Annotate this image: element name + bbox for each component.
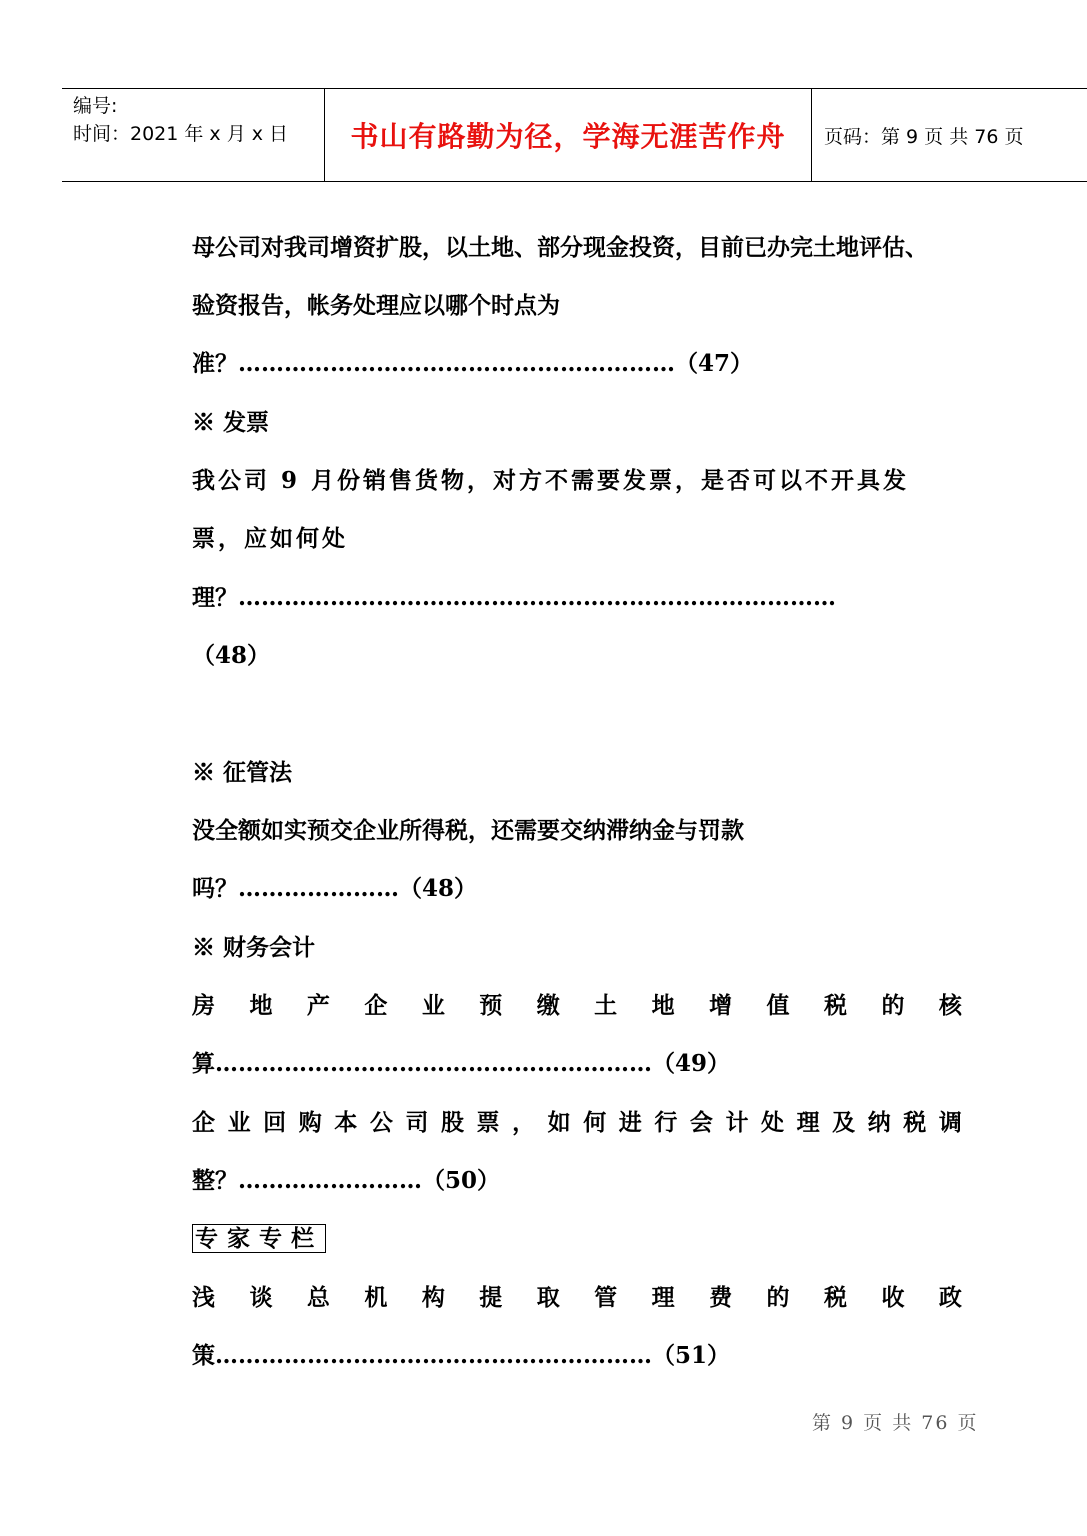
char: ，	[512, 1109, 536, 1136]
header-page-code: 页码：第 9 页 共 76 页	[824, 125, 1024, 148]
char: 计	[725, 1109, 749, 1136]
char: 土	[594, 992, 618, 1019]
char: 会	[689, 1109, 713, 1136]
toc-entry: 策…………………………………………………（51）	[192, 1342, 731, 1369]
char: 增	[709, 992, 733, 1019]
header-meta-cell	[62, 89, 325, 181]
char: 业	[421, 992, 445, 1019]
char: 预	[479, 992, 503, 1019]
char: 产	[306, 992, 330, 1019]
toc-entry: 准？…………………………………………………（47）	[192, 350, 754, 377]
char: 费	[709, 1284, 733, 1311]
char: 行	[654, 1109, 678, 1136]
char: 理	[796, 1109, 820, 1136]
char: 调	[938, 1109, 962, 1136]
char: 税	[903, 1109, 927, 1136]
char: 机	[364, 1284, 388, 1311]
char: 企	[192, 1109, 215, 1136]
char: 票	[476, 1109, 500, 1136]
toc-page-ref: （48）	[192, 642, 271, 669]
char: 房	[192, 992, 215, 1019]
char: 收	[881, 1284, 905, 1311]
page-header	[62, 88, 1087, 182]
char: 值	[766, 992, 790, 1019]
char: 地	[249, 992, 273, 1019]
char: 税	[823, 1284, 847, 1311]
toc-line: 母公司对我司增资扩股，以土地、部分现金投资，目前已办完土地评估、	[192, 234, 928, 261]
char: 本	[334, 1109, 358, 1136]
toc-line-justified	[192, 991, 962, 1021]
char: 处	[761, 1109, 784, 1136]
char: 的	[881, 992, 905, 1019]
char: 提	[479, 1284, 503, 1311]
toc-entry: 整？……………………（50）	[192, 1167, 501, 1194]
char: 纳	[867, 1109, 891, 1136]
char: 税	[823, 992, 847, 1019]
section-heading-invoice: ※ 发票	[192, 409, 270, 436]
char: 谈	[249, 1284, 273, 1311]
toc-entry: 算…………………………………………………（49）	[192, 1050, 731, 1077]
char: 核	[938, 992, 962, 1019]
toc-line: 验资报告，帐务处理应以哪个时点为	[192, 292, 560, 319]
page-footer: 第 9 页 共 76 页	[812, 1412, 979, 1434]
char: 企	[364, 992, 388, 1019]
char: 何	[583, 1109, 607, 1136]
char: 公	[369, 1109, 393, 1136]
char: 地	[651, 992, 675, 1019]
char: 及	[832, 1109, 856, 1136]
char: 构	[421, 1284, 445, 1311]
section-heading-collection-law: ※ 征管法	[192, 759, 293, 786]
header-motto: 书山有路勤为径，学海无涯苦作舟	[350, 120, 786, 153]
char: 回	[263, 1109, 287, 1136]
char: 购	[298, 1109, 322, 1136]
char: 股	[440, 1109, 464, 1136]
toc-line: 票，应如何处	[192, 525, 348, 552]
toc-entry: 吗？…………………（48）	[192, 875, 478, 902]
char: 司	[405, 1109, 429, 1136]
doc-number-label: 编号:	[73, 95, 118, 117]
char: 业	[227, 1109, 251, 1136]
toc-line-justified	[192, 1108, 962, 1138]
char: 的	[766, 1284, 790, 1311]
toc-line-justified	[192, 1283, 962, 1313]
char: 取	[536, 1284, 560, 1311]
toc-entry: 理？……………………………………………………………………	[192, 584, 836, 611]
doc-time-label: 时间：2021 年 x 月 x 日	[73, 123, 289, 145]
char: 总	[306, 1284, 330, 1311]
char: 管	[594, 1284, 618, 1311]
header-motto-cell	[325, 89, 812, 181]
char: 如	[547, 1109, 571, 1136]
toc-line: 没全额如实预交企业所得税，还需要交纳滞纳金与罚款	[192, 817, 744, 844]
char: 理	[651, 1284, 675, 1311]
char: 浅	[192, 1284, 215, 1311]
toc-line: 我公司 9 月份销售货物，对方不需要发票，是否可以不开具发	[192, 467, 910, 494]
char: 政	[938, 1284, 962, 1311]
char: 缴	[536, 992, 560, 1019]
section-heading-expert-column	[192, 1224, 326, 1254]
header-page-cell	[812, 89, 1087, 181]
char: 进	[618, 1109, 642, 1136]
expert-column-box: 专家专栏	[192, 1224, 326, 1253]
section-heading-accounting: ※ 财务会计	[192, 934, 316, 961]
